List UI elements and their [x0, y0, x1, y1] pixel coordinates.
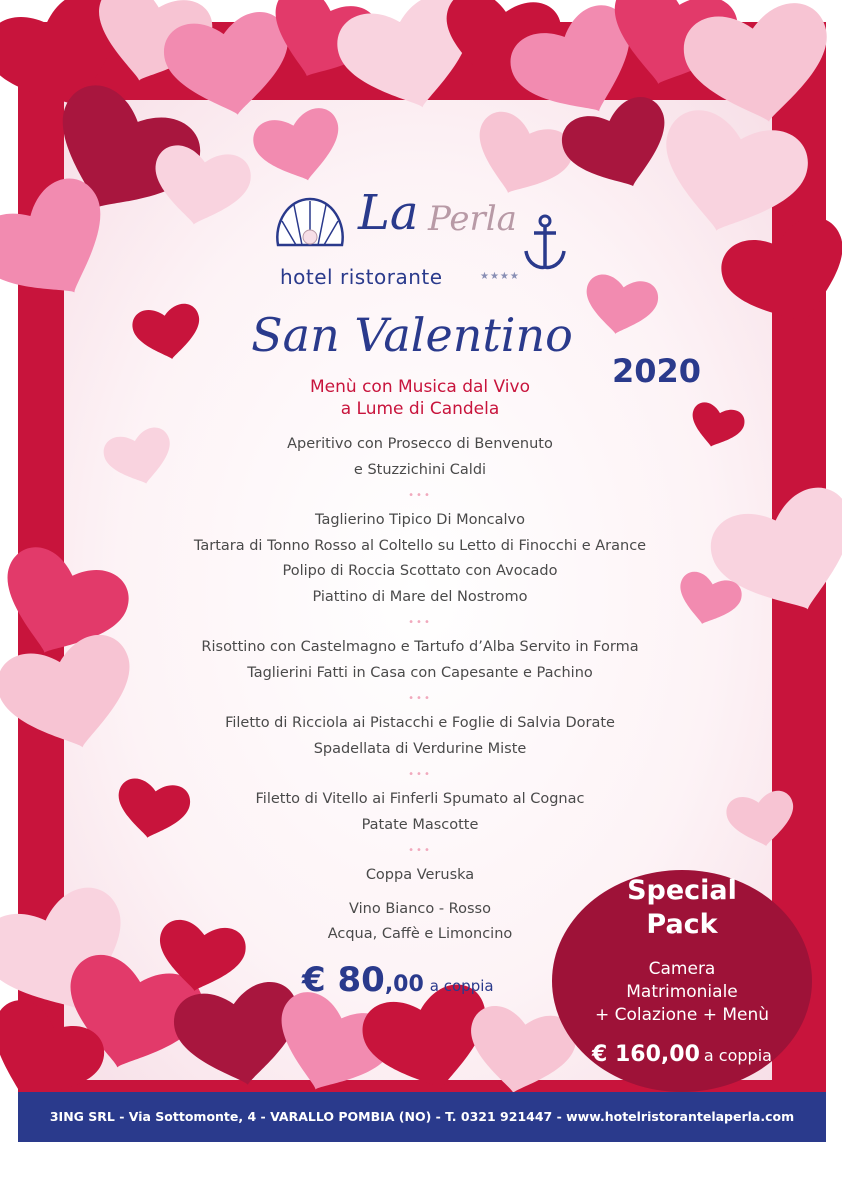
heart-icon: [147, 142, 255, 233]
drink-item: Acqua, Caffè e Limoncino: [327, 926, 513, 942]
separator-dots: •••: [408, 490, 432, 501]
price-cents: ,00: [384, 972, 424, 997]
logo-la: La: [358, 185, 419, 241]
special-pack-price: [552, 1042, 812, 1067]
menu-item: Filetto di Vitello ai Finferli Spumato al Cognac: [255, 791, 585, 807]
menu-price: [302, 960, 494, 1000]
menu-item: Coppa Veruska: [365, 867, 475, 883]
special-line-3: + Colazione + Menù: [594, 1005, 770, 1025]
separator-dots: •••: [408, 845, 432, 856]
price-unit: a coppia: [429, 977, 494, 995]
menu-item: Aperitivo con Prosecco di Benvenuto: [287, 436, 553, 452]
subtitle-line-1: Menù con Musica dal Vivo: [310, 377, 530, 397]
menu-item: Polipo di Roccia Scottato con Avocado: [282, 563, 558, 579]
year: 2020: [612, 352, 702, 390]
subtitle-line-2: a Lume di Candela: [340, 399, 500, 419]
shell-icon: [270, 193, 350, 251]
menu-item: Filetto di Ricciola ai Pistacchi e Foglie di Salvia Dorate: [225, 715, 615, 731]
menu-subtitle: [222, 376, 618, 420]
menu-item: Taglierini Fatti in Casa con Capesante e Pachino: [247, 664, 593, 681]
special-pack-details: [552, 958, 812, 1027]
rating-stars: ★★★★: [480, 271, 520, 282]
logo: [270, 185, 580, 295]
special-title-line-2: Pack: [646, 909, 718, 940]
special-price-unit: a coppia: [703, 1046, 772, 1065]
special-title-line-1: Special: [627, 875, 737, 906]
heart-icon: [647, 103, 815, 249]
heart-icon: [130, 301, 205, 365]
logo-subtitle: hotel ristorante: [280, 265, 443, 289]
page-title: San Valentino: [251, 308, 573, 362]
separator-dots: •••: [408, 693, 432, 704]
special-line-2: Matrimoniale: [626, 982, 738, 1002]
heart-icon: [724, 788, 799, 852]
menu-item: Tartara di Tonno Rosso al Coltello su Letto di Finocchi e Arance: [193, 537, 647, 554]
special-pack-title: [552, 874, 812, 942]
heart-icon: [0, 628, 148, 765]
separator-dots: •••: [408, 769, 432, 780]
special-price-cents: ,00: [660, 1042, 700, 1067]
footer-contact: 3ING SRL - Via Sottomonte, 4 - VARALLO POMBIA (NO) - T. 0321 921447 - www.hotelristorantelaperla.com: [18, 1092, 826, 1142]
menu-item: Piattino di Mare del Nostromo: [312, 588, 528, 605]
special-pack-badge: [552, 870, 812, 1092]
menu-list: [140, 432, 700, 948]
drink-item: Vino Bianco - Rosso: [349, 900, 491, 917]
menu-item: Taglierino Tipico Di Moncalvo: [314, 512, 526, 528]
special-price-amount: € 160: [592, 1042, 661, 1067]
heart-icon: [249, 104, 350, 192]
price-amount: € 80: [302, 960, 385, 1000]
separator-dots: •••: [408, 617, 432, 628]
menu-item: e Stuzzichini Caldi: [353, 461, 487, 478]
special-line-1: Camera: [648, 959, 716, 979]
menu-item: Risottino con Castelmagno e Tartufo d’Alba Servito in Forma: [201, 639, 639, 655]
logo-perla: Perla: [428, 199, 517, 239]
anchor-icon: [520, 213, 570, 273]
menu-item: Spadellata di Verdurine Miste: [313, 740, 527, 757]
heart-icon: [713, 209, 842, 344]
menu-item: Patate Mascotte: [361, 816, 479, 833]
